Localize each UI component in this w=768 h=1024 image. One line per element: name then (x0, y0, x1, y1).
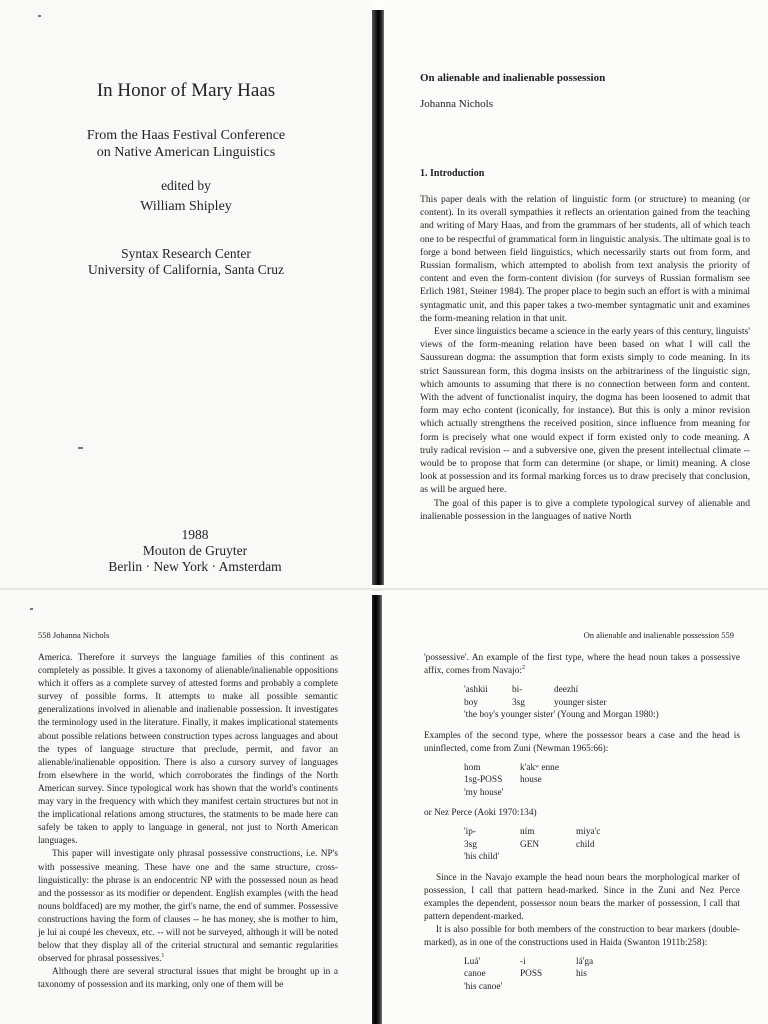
press-name: Mouton de Gruyter (142, 543, 248, 558)
publisher-line: University of California, Santa Cruz (87, 262, 285, 277)
example-gloss (464, 839, 740, 852)
gloss: POSS (520, 969, 543, 979)
gloss: 1sg-POSS (464, 775, 503, 785)
subtitle-line: on Native American Linguistics (96, 145, 276, 160)
paragraph: Ever since linguistics became a science in the early years of this century, linguists' views of the form-meaning relation have been based on what I will call the Saussurean dogma: the assumption that form exists simply to code meaning. In its strict Saussurean form, this dogma insists on the arbitrariness of the linguistic sign, which amounts to assuming that there is no connection between form and content. With the advent of functionalist inquiry, the dogma has been loosened to admit that form may echo content (iconically, for instance). But this is only a minor revision which actually strengthens the received position, since influence from meaning for form is precisely what one would expect if form existed only to code meaning. A truly radical revision -- and a subversive one, given the present intellectual climate -- would be to propose that form can determine (or shape, or limit) meaning. A close look at possession and its formal marking forces us to draw precisely that conclusion, as will be argued here. (420, 326, 750, 496)
gloss: boy (464, 697, 478, 708)
scan-speck (78, 447, 83, 449)
running-head: 558 Johanna Nichols (38, 630, 110, 640)
word: miya'c (576, 827, 601, 837)
example-gloss (464, 968, 740, 981)
nezperce-example (464, 826, 740, 864)
book-title: In Honor of Mary Haas (96, 80, 276, 101)
navajo-example (464, 684, 740, 722)
zuni-example (464, 762, 740, 800)
footnote-mark: 1 (161, 953, 165, 960)
page-559 (384, 590, 768, 1024)
editor-name: William Shipley (140, 199, 232, 214)
gloss: younger sister (554, 697, 607, 708)
page-558 (0, 590, 372, 1024)
book-spine-shadow (372, 10, 384, 585)
example-words (464, 956, 740, 969)
running-head: On alienable and inalienable possession 559 (583, 630, 734, 640)
book-subtitle (0, 127, 372, 161)
footnote-mark: 2 (521, 664, 525, 671)
gloss: GEN (520, 839, 540, 850)
paragraph (424, 652, 740, 678)
title-page (0, 0, 372, 590)
gloss: child (576, 839, 595, 850)
article-title: On alienable and inalienable possession (420, 72, 606, 84)
gloss: canoe (464, 969, 486, 979)
scan-speck (30, 608, 33, 610)
subtitle-line: From the Haas Festival Conference (86, 128, 286, 143)
word: bi- (512, 685, 523, 695)
word: deezhí (554, 685, 579, 695)
example-translation: 'his canoe' (464, 981, 503, 992)
word: -i (520, 956, 526, 967)
example-words (464, 762, 740, 775)
word: ním (520, 827, 535, 837)
haida-example (464, 956, 740, 994)
scan-speck (38, 15, 41, 17)
publication-year: 1988 (181, 527, 209, 542)
paragraph: Since in the Navajo example the head noun bears the morphological marker of possession, I call that pattern head-marked. Since in the Zuni and Nez Perce examples the dependent, possessor noun bears the marker of possession, I call that pattern dependent-marked. (424, 872, 740, 922)
page-body (424, 652, 740, 1001)
paragraph (38, 848, 338, 966)
example-gloss (464, 697, 740, 710)
paragraph-text: 'possessive'. An example of the first type, where the head noun takes a possessive affix, comes from Navajo: (424, 653, 740, 676)
gloss: 3sg (464, 839, 477, 850)
gloss: house (520, 775, 542, 785)
gloss: 3sg (512, 697, 525, 708)
edited-by-label: edited by (161, 178, 211, 193)
paragraph: America. Therefore it surveys the language families of this continent as completely as possible. It gives a taxonomy of alienable/inalienable oppositions which it offers as a complete survey of attested forms and probably a complete survey of possible forms. It attempts to make all possible semantic generalizations involved in alienable and inalienable possession. It investigates the terminology used in the literature. Finally, it makes implicational statements about possible relations between construction types across languages and about the types of language structure that preclude, permit, and favor an alienable/inalienable opposition. There is also a cursory survey of languages from elsewhere in the world, which corroborates the findings of the North American survey. Since typological work has shown that the world's continents may vary in the frequency with which they manifest certain structures but not in the implicational relations among structures, the statments to be made here can safely be taken to apply to language in general, not just to North American languages. (38, 653, 338, 847)
paragraph: It is also possible for both members of the construction to bear markers (double-marked), as in one of the constructions used in Haida (Swanton 1911b:258): (424, 924, 740, 948)
example-words (464, 826, 740, 839)
article-body (420, 193, 750, 523)
example-translation: 'the boy's younger sister' (Young and Morgan 1980:) (464, 710, 659, 720)
press-cities: Berlin · New York · Amsterdam (108, 559, 282, 574)
gloss: his (576, 969, 587, 979)
example-translation: 'his child' (464, 852, 500, 862)
article-author: Johanna Nichols (420, 98, 494, 110)
example-translation: 'my house' (464, 787, 504, 798)
word: 'ip- (464, 827, 477, 837)
example-gloss (464, 774, 740, 787)
word: Luá' (464, 956, 481, 967)
paragraph: This paper deals with the relation of linguistic form (or structure) to meaning (or content). In its overall sympathies it reflects an orientation gained from the teaching and writing of Mary Haas, and from the grammars of her students, all of which teach one to be respectful of grammatical form in linguistic analysis. The ultimate goal is to forge a bond between field linguistics, which necessarily starts out from form, and Russian formalism, which attempted to abolish from text analysis the priority of content and even the form-content division (for surveys of Russian formalism see Erlich 1981, Steiner 1984). The proper place to begin such an effort is with a minimal syntagmatic unit, and this paper takes a two-member syntagmatic unit and examines the form-meaning relation in that unit. (420, 194, 750, 324)
paragraph: The goal of this paper is to give a complete typological survey of alienable and inalienable possession in the languages of native North (420, 497, 750, 522)
paragraph: Although there are several structural issues that might be brought up in a taxonomy of possession and its marking, only one of them will be (38, 967, 338, 991)
word: hom (464, 762, 481, 773)
paragraph-text: This paper will investigate only phrasal possessive constructions, i.e. NP's with possessive meaning. These have one and the same structure, cross-linguistically: the phrase is an endocentric NP with the possessed noun as head and the possessor as its modifier or dependent. English examples (with the head nouns boldfaced) are my mother, the girl's name, the end of summer. Possessive constructions having the form of clauses -- he has money, she is mother to him, je lui ai coupé les cheveux, etc. -- will not be surveyed, although it will be noted below that they display all of the criterial structural and semantic regularities observed for phrasal possessives. (38, 849, 338, 965)
word: 'ashkii (464, 685, 488, 695)
paragraph: or Nez Perce (Aoki 1970:134) (424, 808, 537, 818)
example-words (464, 684, 740, 697)
page-body (38, 652, 338, 992)
word: k'akʷ enne (520, 762, 559, 773)
section-heading: 1. Introduction (420, 168, 485, 179)
publisher (0, 246, 372, 278)
article-first-page (384, 0, 768, 590)
paragraph: Examples of the second type, where the possessor bears a case and the head is uninflected, come from Zuni (Newman 1965:66): (424, 730, 740, 754)
publisher-line: Syntax Research Center (121, 246, 251, 261)
word: lá'ga (576, 956, 594, 967)
